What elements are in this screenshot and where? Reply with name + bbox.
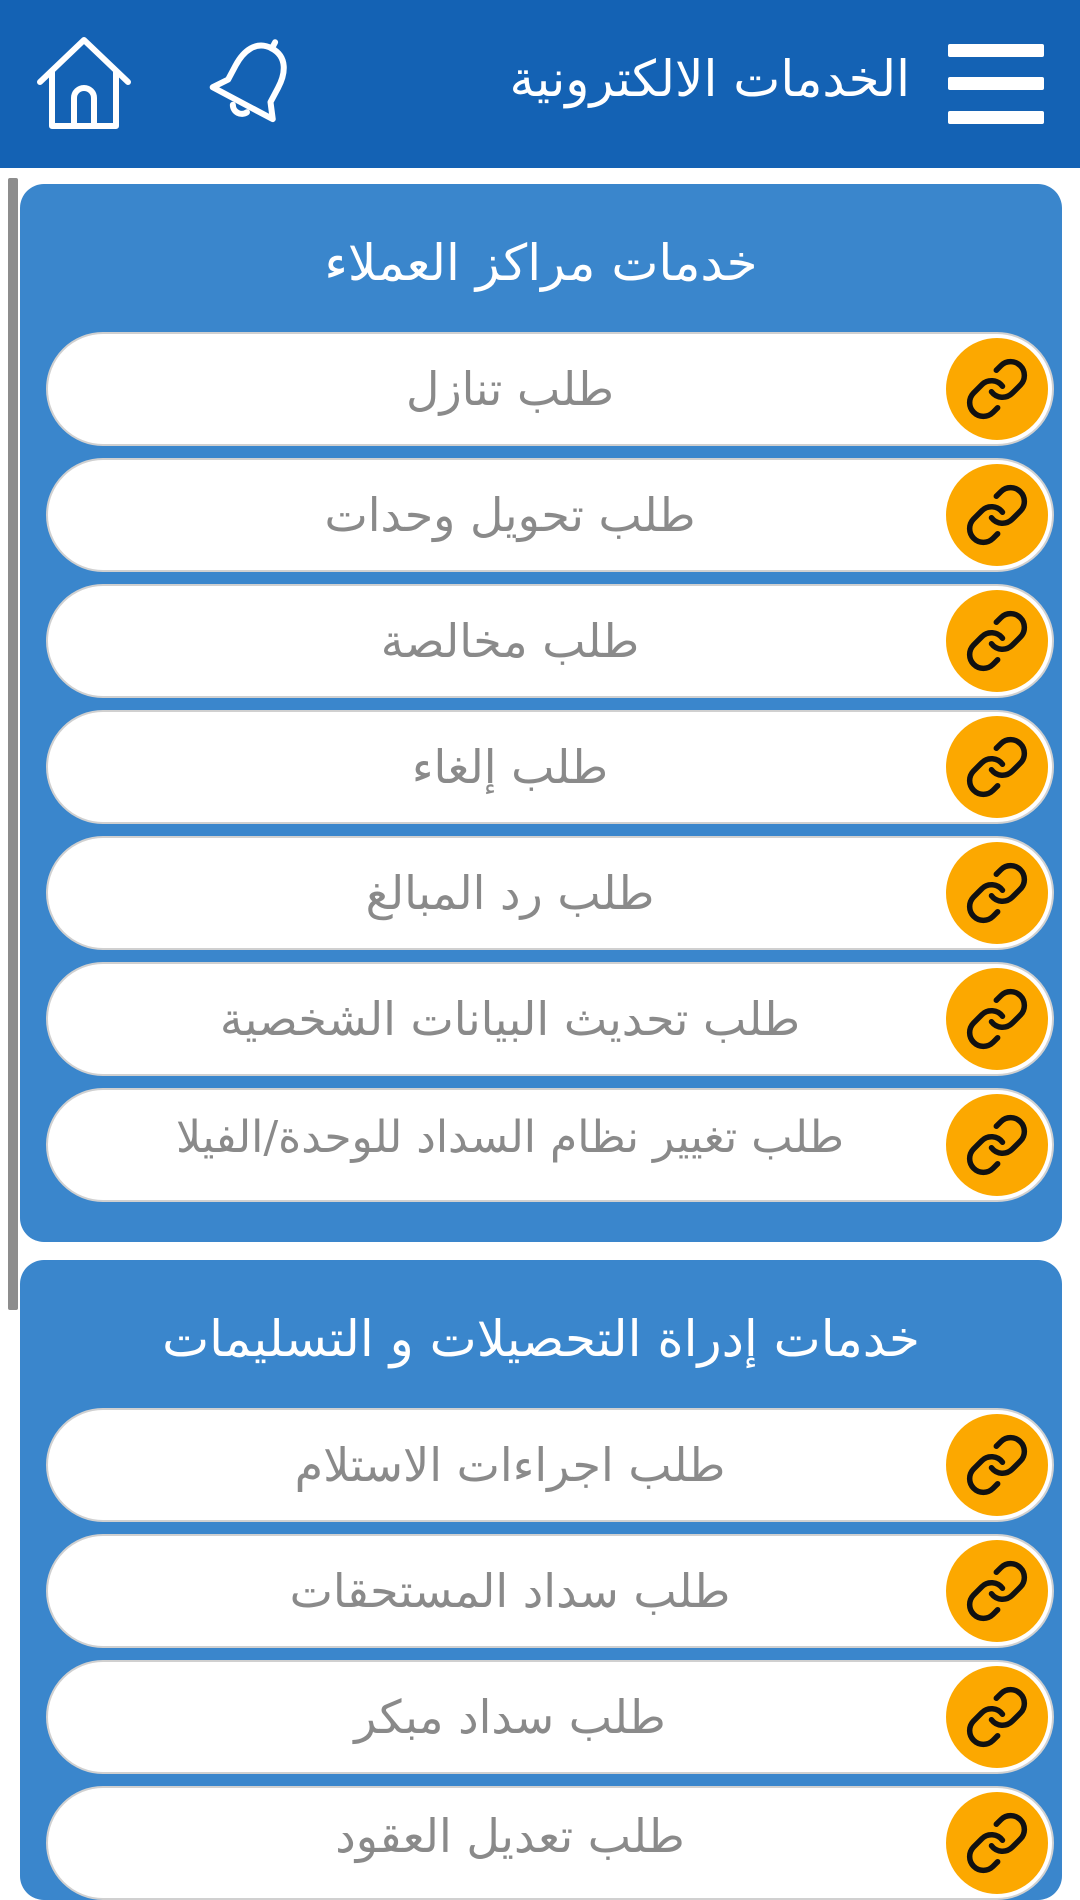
service-item-update-personal-data[interactable] xyxy=(46,962,1054,1076)
section-customer-centers xyxy=(20,184,1062,1242)
scrollbar[interactable] xyxy=(8,178,18,1310)
item-label: طلب رد المبالغ xyxy=(365,866,655,920)
service-item-contract-amendment[interactable] xyxy=(46,1786,1054,1900)
item-label: طلب تنازل xyxy=(406,362,614,416)
service-item-pay-dues[interactable] xyxy=(46,1534,1054,1648)
link-icon[interactable] xyxy=(944,714,1050,820)
link-icon[interactable] xyxy=(944,966,1050,1072)
hamburger-menu-icon[interactable] xyxy=(948,44,1044,124)
link-icon[interactable] xyxy=(944,1412,1050,1518)
service-item-clearance[interactable] xyxy=(46,584,1054,698)
page-title: الخدمات الالكترونية xyxy=(509,50,910,108)
service-item-cancellation[interactable] xyxy=(46,710,1054,824)
item-label: طلب مخالصة xyxy=(380,614,640,668)
item-label: طلب اجراءات الاستلام xyxy=(294,1438,726,1492)
bell-icon[interactable] xyxy=(204,32,304,132)
item-label: طلب سداد المستحقات xyxy=(289,1564,731,1618)
item-label: طلب تحويل وحدات xyxy=(324,488,696,542)
item-label: طلب تعديل العقود xyxy=(335,1809,685,1863)
app-header xyxy=(0,0,1080,168)
link-icon[interactable] xyxy=(944,336,1050,442)
service-item-change-payment-plan[interactable] xyxy=(46,1088,1054,1202)
item-label: طلب تحديث البيانات الشخصية xyxy=(219,992,801,1046)
service-item-early-payment[interactable] xyxy=(46,1660,1054,1774)
section-title: خدمات مراكز العملاء xyxy=(324,234,758,292)
link-icon[interactable] xyxy=(944,588,1050,694)
link-icon[interactable] xyxy=(944,840,1050,946)
service-item-waiver[interactable] xyxy=(46,332,1054,446)
service-item-refund[interactable] xyxy=(46,836,1054,950)
link-icon[interactable] xyxy=(944,462,1050,568)
link-icon[interactable] xyxy=(944,1790,1050,1896)
item-label: طلب سداد مبكر xyxy=(354,1690,666,1744)
item-label: طلب تغيير نظام السداد للوحدة/الفيلا xyxy=(175,1112,845,1163)
section-title: خدمات إدراة التحصيلات و التسليمات xyxy=(162,1310,920,1368)
link-icon[interactable] xyxy=(944,1092,1050,1198)
link-icon[interactable] xyxy=(944,1538,1050,1644)
item-label: طلب إلغاء xyxy=(411,740,609,794)
home-icon[interactable] xyxy=(34,32,134,132)
link-icon[interactable] xyxy=(944,1664,1050,1770)
service-item-handover-procedures[interactable] xyxy=(46,1408,1054,1522)
section-collections-deliveries xyxy=(20,1260,1062,1900)
service-item-unit-transfer[interactable] xyxy=(46,458,1054,572)
